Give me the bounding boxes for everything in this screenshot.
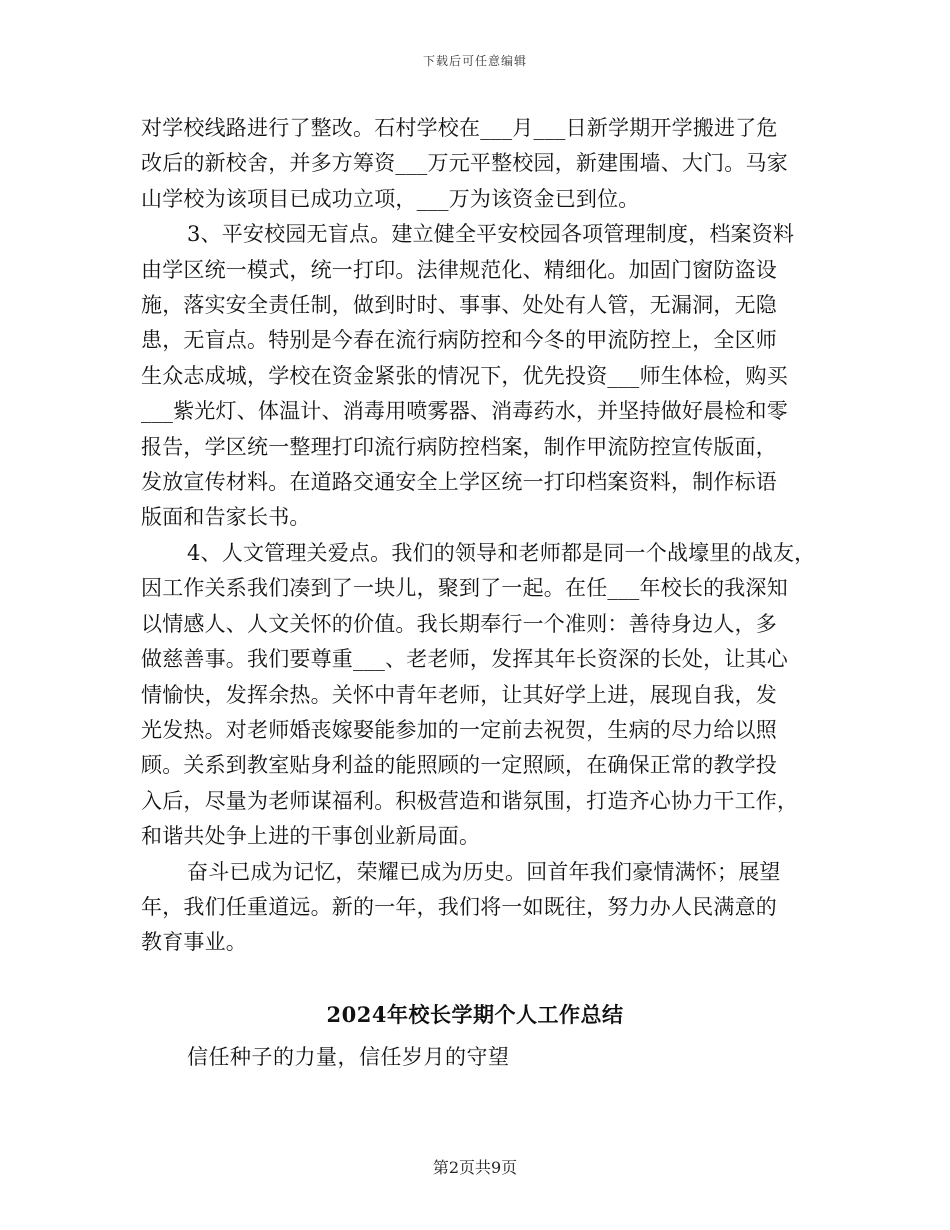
paragraph-line: 改后的新校舍，并多方筹资___万元平整校园，新建围墙、大门。马家: [141, 151, 788, 176]
paragraph-line: 入后，尽量为老师谋福利。积极营造和谐氛围，打造齐心协力干工作，: [141, 788, 799, 813]
paragraph-line: 以情感人、人文关怀的价值。我长期奉行一个准则：善待身边人，多: [141, 611, 777, 636]
paragraph-line: 年，我们任重道远。新的一年，我们将一如既往，努力办人民满意的: [141, 894, 777, 919]
paragraph-line: 版面和告家长书。: [141, 505, 311, 530]
paragraph-line: 山学校为该项目已成功立项，___万为该资金已到位。: [141, 186, 640, 211]
paragraph-line: 对学校线路进行了整改。石村学校在___月___日新学期开学搬进了危: [141, 116, 778, 140]
paragraph-line: 奋斗已成为记忆，荣耀已成为历史。回首年我们豪情满怀；展望: [187, 859, 781, 884]
paragraph-line: 教育事业。: [141, 930, 247, 955]
section-subtitle: 信任种子的力量，信任岁月的守望: [187, 1045, 510, 1069]
paragraph-line: 3、平安校园无盲点。建立健全平安校园各项管理制度，档案资料: [187, 222, 795, 247]
document-body: [141, 111, 821, 961]
paragraph-line: 因工作关系我们凑到了一块儿，聚到了一起。在任___年校长的我深知: [141, 576, 788, 601]
paragraph-line: 做慈善事。我们要尊重___、老老师，发挥其年长资深的长处，让其心: [141, 647, 788, 672]
paragraph-line: 由学区统一模式，统一打印。法律规范化、精细化。加固门窗防盗设: [141, 257, 777, 282]
paragraph-line: 生众志成城，学校在资金紧张的情况下，优先投资___师生体检，购买: [141, 363, 788, 388]
paragraph-line: 发放宣传材料。在道路交通安全上学区统一打印档案资料，制作标语: [141, 470, 777, 495]
page-footer: 第2页共9页: [432, 1158, 518, 1177]
paragraph-line: 施，落实安全责任制，做到时时、事事、处处有人管，无漏洞，无隐: [141, 293, 777, 318]
paragraph-line: 和谐共处争上进的干事创业新局面。: [141, 824, 481, 849]
paragraph-line: 情愉快，发挥余热。关怀中青年老师，让其好学上进，展现自我，发: [141, 682, 777, 707]
page-header: 下载后可任意编辑: [422, 54, 527, 68]
section-title: 2024年校长学期个人工作总结: [326, 1002, 624, 1027]
paragraph-line: 4、人文管理关爱点。我们的领导和老师都是同一个战壕里的战友，: [187, 540, 816, 565]
paragraph-line: ___紫光灯、体温计、消毒用喷雾器、消毒药水，并坚持做好晨检和零: [141, 399, 788, 424]
paragraph-line: 报告，学区统一整理打印流行病防控档案，制作甲流防控宣传版面，: [141, 434, 777, 459]
paragraph-line: 光发热。对老师婚丧嫁娶能参加的一定前去祝贺，生病的尽力给以照: [141, 717, 777, 742]
paragraph-line: 顾。关系到教室贴身利益的能照顾的一定照顾，在确保正常的教学投: [141, 753, 777, 778]
paragraph-line: 患，无盲点。特别是今春在流行病防控和今冬的甲流防控上，全区师: [141, 328, 777, 353]
